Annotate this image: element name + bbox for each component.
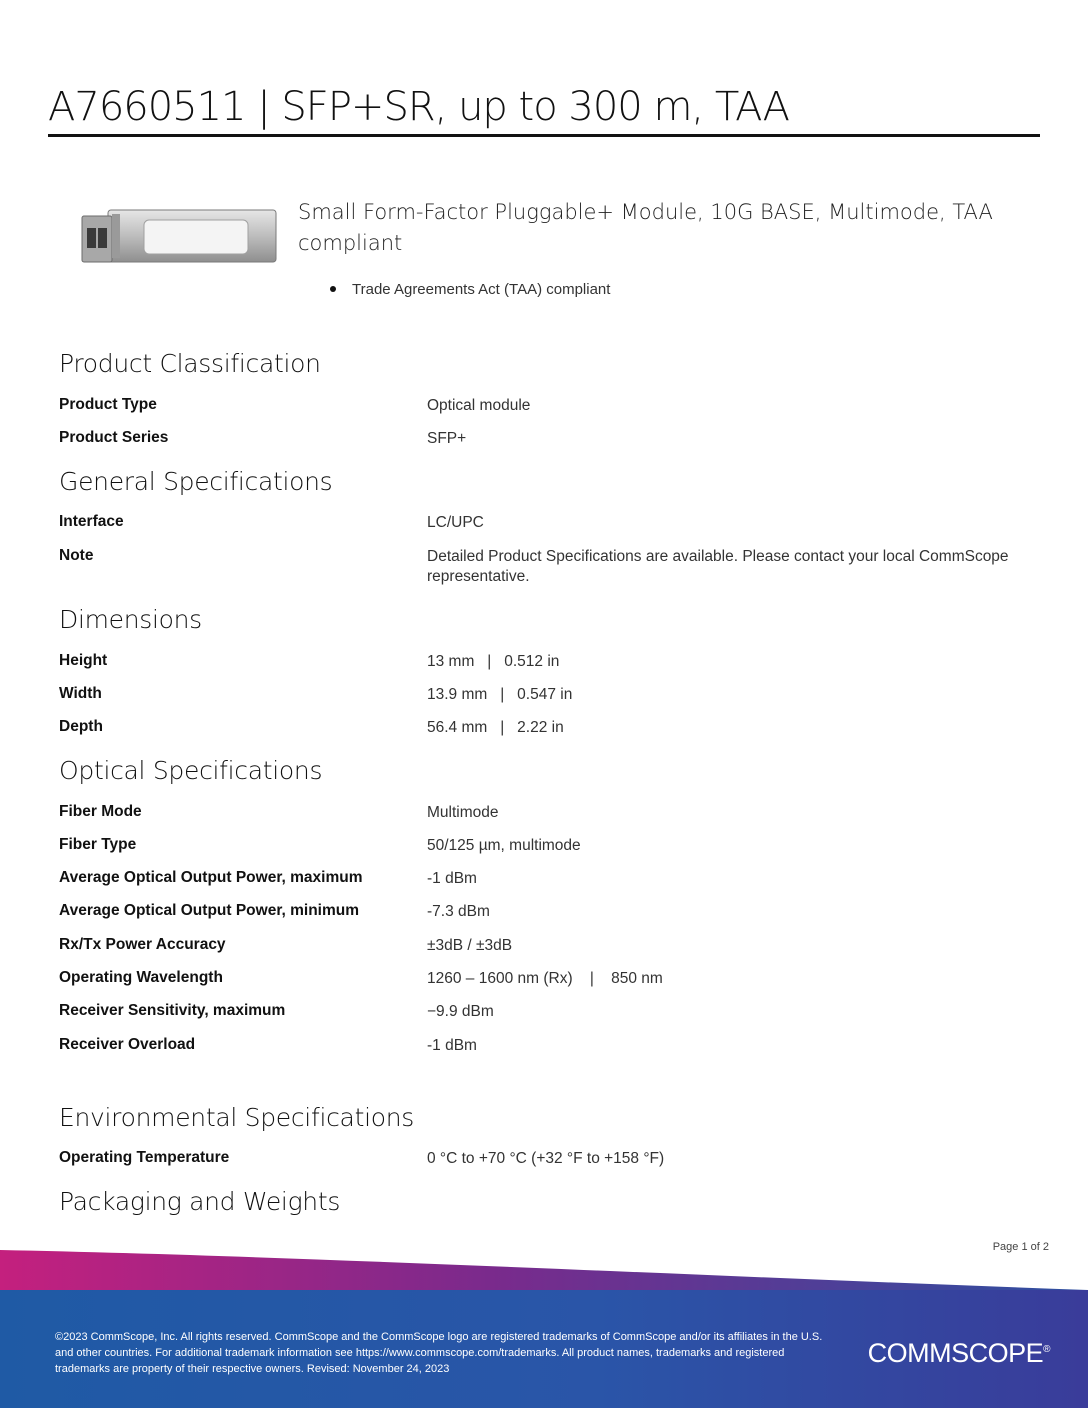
spec-label: Average Optical Output Power, minimum [59, 902, 360, 919]
section-heading-product-classification: Product Classification [59, 349, 321, 378]
spec-label: Rx/Tx Power Accuracy [59, 936, 226, 953]
page-indicator: Page 1 of 2 [992, 1241, 1049, 1253]
spec-label: Interface [59, 513, 124, 530]
spec-value: -1 dBm [427, 870, 477, 887]
spec-label: Fiber Mode [59, 803, 142, 820]
spec-label: Receiver Sensitivity, maximum [59, 1002, 286, 1019]
document-title: A7660511 | SFP+SR, up to 300 m, TAA [48, 84, 790, 130]
registered-mark: ® [1043, 1344, 1050, 1355]
product-subtitle: Small Form-Factor Pluggable+ Module, 10G BASE, Multimode, TAA compliant [298, 200, 993, 255]
spec-label: Operating Wavelength [59, 969, 223, 986]
spec-value: 56.4 mm | 2.22 in [427, 719, 564, 736]
footer-swoosh-graphic [0, 1246, 1088, 1296]
footer-bar [0, 1290, 1088, 1408]
list-item: Trade Agreements Act (TAA) compliant [330, 281, 610, 298]
footer-copyright: ©2023 CommScope, Inc. All rights reserved. CommScope and the CommScope logo are registered trademarks of CommScope and/or its affiliates in the U.S. and other countries. For additional trademark information see https://www.commscope.com/trademarks. All product names, trademarks and registered trademarks are property of their respective owners. Revised: November 24, 2023 [55, 1331, 823, 1375]
spec-value: LC/UPC [427, 514, 484, 531]
spec-label: Width [59, 685, 102, 702]
spec-value: 0 °C to +70 °C (+32 °F to +158 °F) [427, 1150, 665, 1167]
spec-value: 13.9 mm | 0.547 in [427, 686, 573, 703]
spec-value: −9.9 dBm [427, 1003, 494, 1020]
commscope-logo [868, 1338, 1050, 1369]
spec-value: Multimode [427, 804, 499, 821]
spec-value: Detailed Product Specifications are available. Please contact your local CommScope representative. [427, 548, 1009, 585]
title-divider [48, 134, 1040, 137]
logo-wordmark: COMMSCOPE [867, 1338, 1044, 1368]
spec-value: Optical module [427, 397, 531, 414]
sfp-transceiver-image [78, 206, 278, 270]
section-heading-optical-specifications: Optical Specifications [59, 756, 323, 785]
spec-label: Note [59, 547, 94, 564]
spec-label: Height [59, 652, 108, 669]
spec-label: Operating Temperature [59, 1149, 230, 1166]
spec-label: Fiber Type [59, 836, 137, 853]
spec-label: Product Series [59, 429, 169, 446]
section-heading-environmental-specifications: Environmental Specifications [59, 1103, 414, 1132]
spec-label: Product Type [59, 396, 157, 413]
spec-value: 13 mm | 0.512 in [427, 653, 560, 670]
spec-label: Depth [59, 718, 103, 735]
spec-value: SFP+ [427, 430, 467, 447]
section-heading-general-specifications: General Specifications [59, 467, 333, 496]
feature-list [330, 281, 610, 298]
section-heading-dimensions: Dimensions [59, 605, 202, 634]
spec-value: -1 dBm [427, 1037, 477, 1054]
spec-value: 50/125 µm, multimode [427, 837, 581, 854]
spec-value: ±3dB / ±3dB [427, 937, 513, 954]
section-heading-packaging-and-weights: Packaging and Weights [59, 1187, 341, 1216]
spec-value: 1260 – 1600 nm (Rx) | 850 nm [427, 970, 663, 987]
spec-value: -7.3 dBm [427, 903, 490, 920]
spec-label: Average Optical Output Power, maximum [59, 869, 363, 886]
spec-label: Receiver Overload [59, 1036, 196, 1053]
